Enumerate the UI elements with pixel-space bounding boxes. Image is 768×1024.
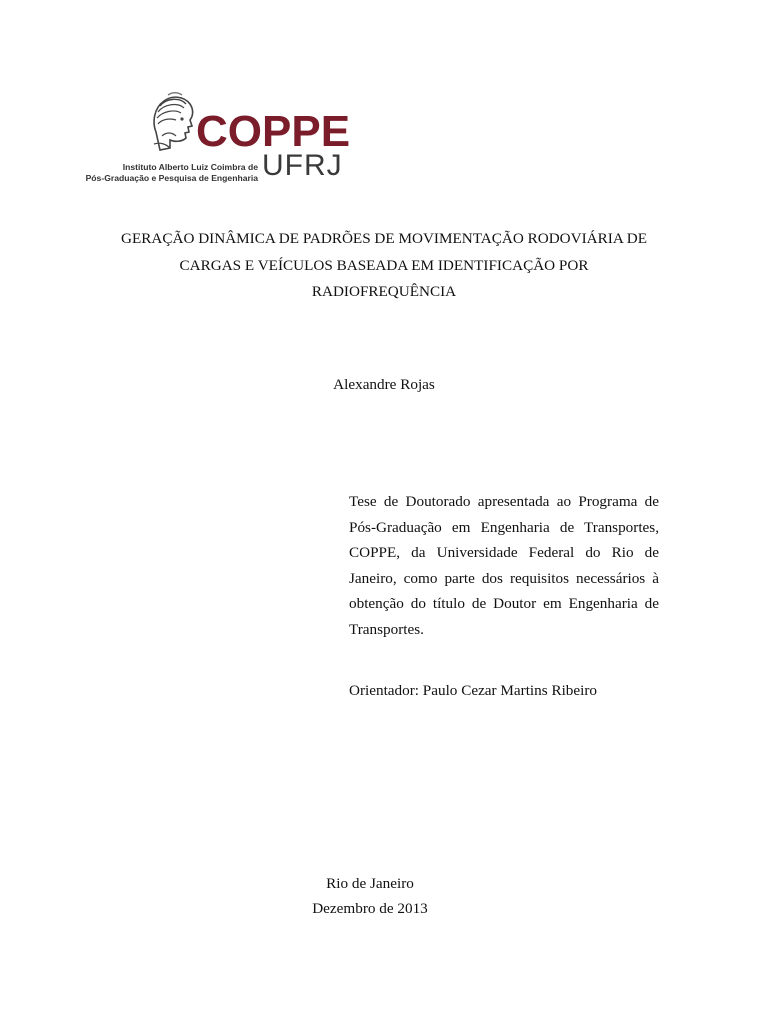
coppe-ufrj-logo: [85, 92, 351, 188]
advisor: Orientador: Paulo Cezar Martins Ribeiro: [349, 682, 597, 699]
author-name: Alexandre Rojas: [333, 376, 435, 393]
logo-brand: COPPE: [196, 107, 351, 156]
title-line: CARGAS E VEÍCULOS BASEADA EM IDENTIFICAÇÃO POR: [179, 256, 589, 274]
title-line: RADIOFREQUÊNCIA: [311, 283, 457, 300]
logo-university: UFRJ: [262, 149, 343, 182]
logo-institute-line1: Instituto Alberto Luiz Coimbra de: [122, 162, 258, 172]
title-line: GERAÇÃO DINÂMICA DE PADRÕES DE MOVIMENTAÇÃO RODOVIÁRIA DE: [121, 230, 647, 247]
thesis-statement: Tese de Doutorado apresentada ao Programa de Pós-Graduação em Engenharia de Transportes, COPPE, da Universidade Federal do Rio de Janeiro, como parte dos requisitos necessários à obtenção do título de Doutor em Engenharia de Transportes.: [349, 493, 659, 638]
date: Dezembro de 2013: [312, 900, 428, 917]
logo-institute-line2: Pós-Graduação e Pesquisa de Engenharia: [85, 173, 258, 183]
minerva-head-icon: [146, 92, 198, 154]
place-and-date: [0, 871, 740, 921]
city: Rio de Janeiro: [326, 875, 414, 892]
thesis-title: [100, 226, 668, 306]
